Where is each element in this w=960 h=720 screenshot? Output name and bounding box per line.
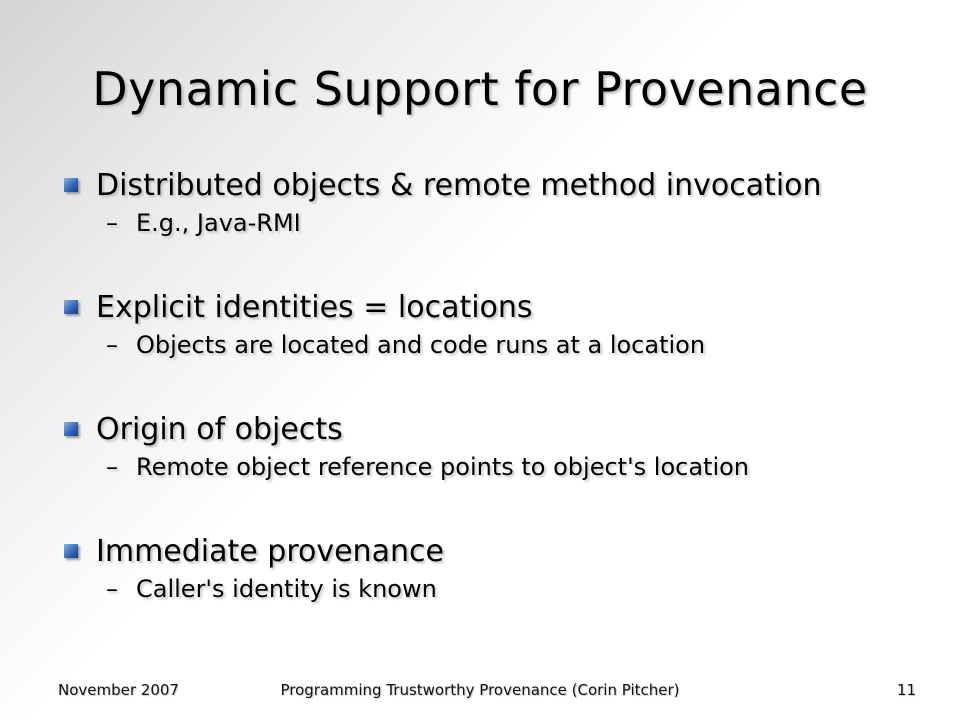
footer-date: November 2007 (58, 681, 179, 699)
bullet-level2 (60, 328, 940, 362)
footer-title: Programming Trustworthy Provenance (Corin Pitcher) (280, 681, 680, 699)
dash-marker: – (106, 209, 118, 237)
sub-bullet-text: Remote object reference points to object's location (136, 453, 750, 481)
bullet-level1 (60, 288, 940, 328)
bullet-item (60, 166, 940, 240)
bullet-level1 (60, 532, 940, 572)
bullet-level2 (60, 450, 940, 484)
dash-marker: – (106, 575, 118, 603)
bullet-level1 (60, 410, 940, 450)
sub-bullet-text: Caller's identity is known (136, 575, 437, 603)
bullet-item (60, 532, 940, 606)
dash-marker: – (106, 453, 118, 481)
square-bullet-icon (64, 544, 78, 558)
bullet-list (60, 166, 940, 654)
dash-marker: – (106, 331, 118, 359)
page-number: 11 (896, 681, 916, 699)
square-bullet-icon (64, 422, 78, 436)
bullet-text: Distributed objects & remote method invocation (96, 168, 822, 203)
bullet-level2 (60, 572, 940, 606)
sub-bullet-text: E.g., Java-RMI (136, 209, 301, 237)
bullet-level1 (60, 166, 940, 206)
square-bullet-icon (64, 178, 78, 192)
bullet-level2 (60, 206, 940, 240)
bullet-item (60, 410, 940, 484)
slide-footer (0, 681, 960, 701)
bullet-text: Origin of objects (96, 412, 343, 447)
slide-title: Dynamic Support for Provenance (92, 62, 868, 116)
bullet-item (60, 288, 940, 362)
bullet-text: Immediate provenance (96, 534, 444, 569)
square-bullet-icon (64, 300, 78, 314)
sub-bullet-text: Objects are located and code runs at a location (136, 331, 706, 359)
bullet-text: Explicit identities = locations (96, 290, 533, 325)
